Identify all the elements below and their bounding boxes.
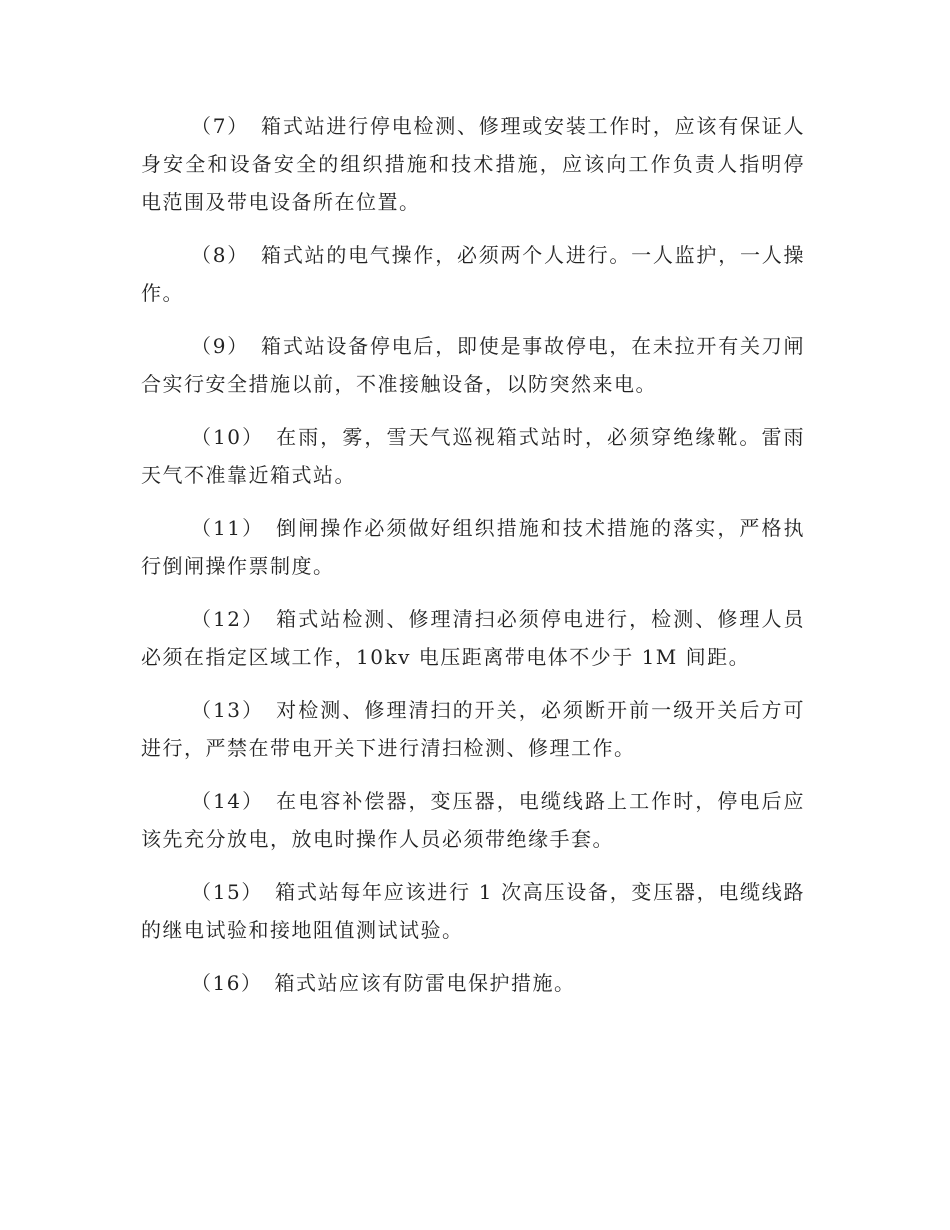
paragraph-9 bbox=[141, 327, 805, 403]
paragraph-text: 对检测、修理清扫的开关，必须断开前一级开关后方可进行，严禁在带电开关下进行清扫检测、修理工作。 bbox=[141, 698, 806, 760]
paragraph-number: （8） bbox=[191, 243, 250, 267]
paragraph-13 bbox=[141, 691, 805, 767]
paragraph-7 bbox=[141, 107, 805, 221]
paragraph-text: 箱式站设备停电后，即使是事故停电，在未拉开有关刀闸合实行安全措施以前，不准接触设备，以防突然来电。 bbox=[141, 334, 806, 396]
paragraph-text: 倒闸操作必须做好组织措施和技术措施的落实，严格执行倒闸操作票制度。 bbox=[141, 516, 806, 578]
paragraph-number: （13） bbox=[191, 698, 265, 722]
paragraph-number: （14） bbox=[191, 789, 265, 813]
paragraph-16 bbox=[141, 964, 805, 1002]
paragraph-11 bbox=[141, 509, 805, 585]
paragraph-number: （11） bbox=[191, 516, 265, 540]
paragraph-text: 箱式站每年应该进行 1 次高压设备，变压器，电缆线路的继电试验和接地阻值测试试验。 bbox=[141, 880, 805, 942]
paragraph-12 bbox=[141, 600, 805, 676]
paragraph-number: （16） bbox=[191, 971, 263, 995]
paragraph-15 bbox=[141, 873, 805, 949]
paragraph-text: 箱式站应该有防雷电保护措施。 bbox=[274, 971, 576, 995]
paragraph-number: （9） bbox=[191, 334, 250, 358]
document-body bbox=[141, 107, 805, 1017]
paragraph-8 bbox=[141, 236, 805, 312]
paragraph-text: 在雨，雾，雪天气巡视箱式站时，必须穿绝缘靴。雷雨天气不准靠近箱式站。 bbox=[141, 425, 806, 487]
paragraph-number: （15） bbox=[191, 880, 264, 904]
paragraph-text: 箱式站检测、修理清扫必须停电进行，检测、修理人员必须在指定区域工作，10kv 电压距离带电体不少于 1M 间距。 bbox=[141, 607, 806, 669]
paragraph-text: 在电容补偿器，变压器，电缆线路上工作时，停电后应该先充分放电，放电时操作人员必须带绝缘手套。 bbox=[141, 789, 806, 851]
paragraph-text: 箱式站进行停电检测、修理或安装工作时，应该有保证人身安全和设备安全的组织措施和技术措施，应该向工作负责人指明停电范围及带电设备所在位置。 bbox=[141, 114, 806, 214]
paragraph-text: 箱式站的电气操作，必须两个人进行。一人监护，一人操作。 bbox=[141, 243, 806, 305]
paragraph-number: （7） bbox=[191, 114, 250, 138]
paragraph-14 bbox=[141, 782, 805, 858]
paragraph-number: （12） bbox=[191, 607, 265, 631]
paragraph-10 bbox=[141, 418, 805, 494]
paragraph-number: （10） bbox=[191, 425, 265, 449]
